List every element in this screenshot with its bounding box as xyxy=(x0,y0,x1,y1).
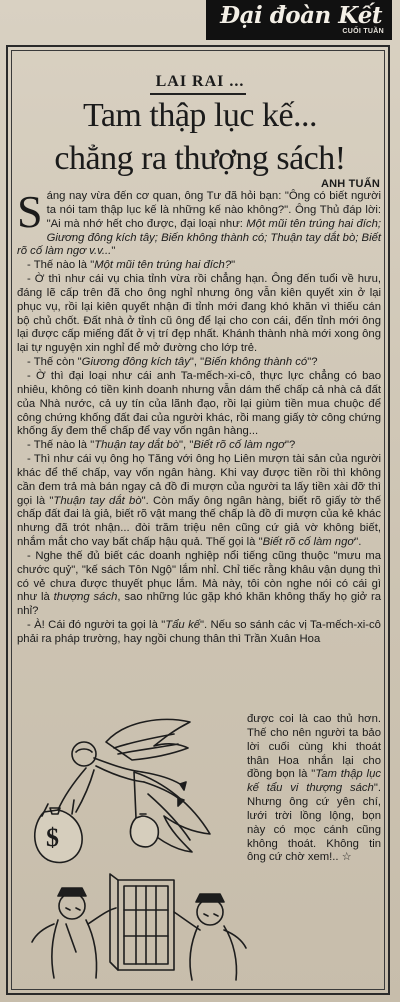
paragraph-8-italic: thượng sách xyxy=(53,591,118,604)
paragraph-8-text: - Nghe thế đủ biết các doanh nghiệp nổi tiếng cũng thuộc "mưu ma chước quỷ", "kế sách Tôn Ngộ" lắm nhỉ. Chỉ tiếc rằng khâu vận dụng thì có vẻ chưa được thuyết phục lắm. Mà này, tôi còn nghe nói có cái gì như là xyxy=(17,549,381,604)
paragraph-4-text: - Thế còn " xyxy=(27,356,82,369)
prison-window-icon xyxy=(110,874,174,970)
paragraph-9-continued xyxy=(247,713,381,865)
paragraph-8-end: , sao những lúc gặp khó khăn không thấy họ giở ra nhỉ? xyxy=(17,591,381,618)
byline: ANH TUẤN xyxy=(320,178,380,190)
paragraph-6-italic-1: Thuận tay dắt bò xyxy=(94,439,180,452)
money-bag-small-icon xyxy=(130,814,158,847)
paragraph-9 xyxy=(17,619,381,647)
paragraph-4 xyxy=(17,356,381,370)
masthead-title: Đại đoàn Kết xyxy=(219,2,383,29)
paragraph-1-italic: Một mũi tên trúng hai đích; Giương đông kích tây; Biến không thành có; Thuận tay dắt bò; Biết rõ cố làm ngơ v.v... xyxy=(17,217,381,258)
article-body-wrap-column xyxy=(247,713,381,865)
cartoon-illustration xyxy=(14,712,250,984)
paragraph-6-end: "? xyxy=(284,439,296,452)
headline-line-2: chẳng ra thượng sách! xyxy=(54,140,346,177)
paragraph-8 xyxy=(17,550,381,619)
wrap-italic: Tam thập lục kế tẩu vi thượng sách xyxy=(247,768,382,795)
paragraph-4-italic-1: Giương đông kích tây xyxy=(81,356,190,369)
headline-line-1: Tam thập lục kế... xyxy=(82,97,318,134)
paragraph-6 xyxy=(17,439,381,453)
paragraph-6-sep: ", " xyxy=(179,439,194,452)
paragraph-7-italic-2: Biết rõ cố làm ngơ xyxy=(262,536,355,549)
paragraph-2 xyxy=(17,259,381,273)
end-star-icon: ☆ xyxy=(341,851,352,864)
paragraph-2-end: " xyxy=(231,259,236,272)
paragraph-1-end: " xyxy=(111,245,116,258)
paragraph-2-italic: Một mũi tên trúng hai đích? xyxy=(94,259,232,272)
paragraph-4-end: "? xyxy=(307,356,318,369)
paragraph-7-italic-1: Thuận tay dắt bò xyxy=(53,494,142,507)
paragraph-7-end: ". xyxy=(354,536,362,549)
police-officer-right-figure xyxy=(174,894,246,980)
paragraph-4-italic-2: Biến không thành có xyxy=(204,356,308,369)
article-body xyxy=(17,186,381,647)
police-officer-left-figure xyxy=(32,888,116,978)
paragraph-7 xyxy=(17,453,381,550)
paragraph-9-end: ". Nếu so sánh các vị Ta-mếch-xi-cô phải ra pháp trường, hay ngồi chung thân thì Trần Xuân Hoa xyxy=(17,619,381,645)
paragraph-9-italic: Tẩu kế xyxy=(165,619,200,632)
wrap-text-end: ". Nhưng ông cứ yên chí, lưới trời lồng lộng, bọn này có mọc cánh cũng không thoát. Không tin ông cứ chờ xem!.. xyxy=(247,782,381,864)
paragraph-1 xyxy=(17,186,381,259)
paragraph-9-text: - À! Cái đó người ta gọi là " xyxy=(27,619,166,632)
paragraph-7-text-2: ". Còn mấy ông ngân hàng, biết rõ giấy tờ thế chấp đất đai là giả, biết rõ vật mang thế chấp là đồ đi mượn của kẻ khác nhưng đã trót nhận... đòi trăm triệu nên cũng cứ giả vờ không biết, nhắm mắt cho vay bất chấp hậu quả. Thế gọi là " xyxy=(17,494,381,549)
wrap-text: được coi là cao thủ hơn. Thế cho nên người ta bảo lời cuối cùng khi thoát thân Hoa nhắn lại cho đồng bọn là " xyxy=(247,713,381,781)
paragraph-1-text: áng nay vừa đến cơ quan, ông Tư đã hỏi bạn: "Ông có biết người ta nói tam thập lục kế là những kế nào không?". Ông Thủ đáp lời: "Ai mà nhớ hết cho được, đại loại như: xyxy=(46,190,381,230)
paragraph-7-text: - Thì như cái vụ ông họ Tăng với ông họ Liên mượn tài sản của người khác để thế chấp, vay vốn ngân hàng. Khi vay được tiền rồi thì không cần đem trả mà bán ngay cả đồ đi mượn của người ta lấy tiền xài đỡ thì gọi là " xyxy=(17,453,381,507)
paragraph-5: - Ờ thì đại loại như cái anh Ta-mếch-xi-cô, thực lực chẳng có bao nhiêu, không có tiền kinh doanh nhưng vẫn dám thế chấp cả nhà cả đất của Nhà nước, cả uy tín của lãnh đạo, rồi lại giùm tiền mua chuộc để công chứng khống đất đai của người khác, rồi mang giấy tờ công chứng khống ấy đem thế chấp để vay vốn ngân hàng... xyxy=(17,369,381,438)
column-kicker: LAI RAI ... xyxy=(155,73,245,90)
paragraph-6-italic-2: Biết rõ cố làm ngơ xyxy=(193,439,285,452)
masthead xyxy=(206,0,392,40)
kicker-underline xyxy=(150,93,246,95)
paragraph-3: - Ờ thì như cái vụ chia tỉnh vừa rồi chẳng hạn. Ông đến tuổi về hưu, đáng lẽ cấp trên đã cho ông nghỉ nhưng ông vẫn kiên quyết xin ở lại phục vụ, rồi lại kiên quyết nhận đi tỉnh mới đang khó khăn vì thiếu cán bộ chủ chốt. Đất nhà ở tỉnh cũ ông để lại cho con cái, đến tỉnh mới ông lại được cấp miếng đất ở vị trí đẹp nhất. Khánh thành nhà mới xong ông lại tự nguyện xin nghỉ để mở đường cho lớp trẻ. xyxy=(17,273,381,355)
drop-cap: S xyxy=(17,186,43,237)
paragraph-6-text: - Thế nào là " xyxy=(27,439,95,452)
paragraph-4-sep: ", " xyxy=(189,356,205,369)
paragraph-2-text: - Thế nào là " xyxy=(27,259,95,272)
masthead-subtitle: CUỐI TUẦN xyxy=(342,28,384,35)
money-bag-dollar-sign: $ xyxy=(46,823,59,852)
